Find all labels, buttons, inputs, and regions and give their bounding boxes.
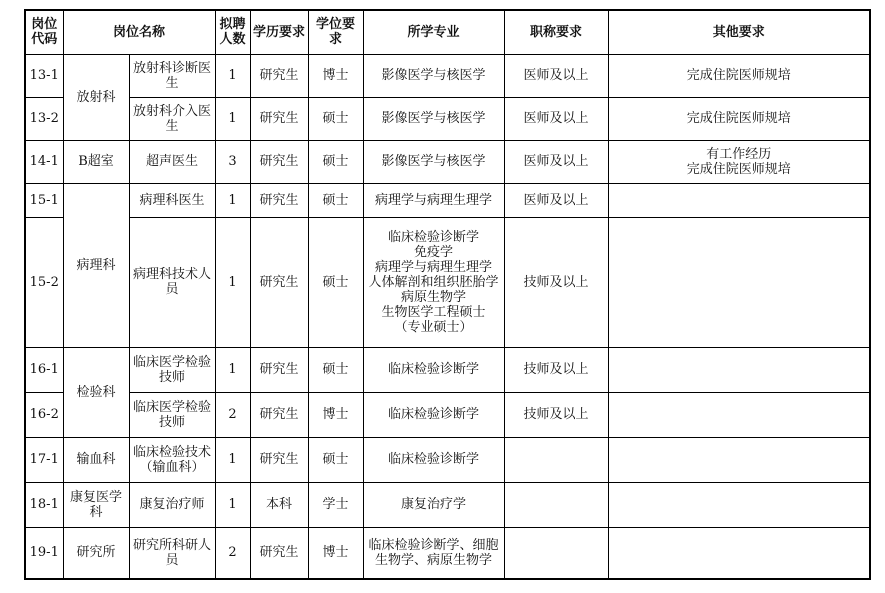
cell-title: 医师及以上: [504, 54, 608, 97]
header-code: 岗位代码: [25, 10, 63, 54]
cell-education: 研究生: [250, 183, 308, 217]
cell-major: 病理学与病理生理学: [363, 183, 504, 217]
cell-department: 研究所: [63, 527, 129, 579]
cell-department: 康复医学科: [63, 482, 129, 527]
header-row: [25, 10, 870, 54]
cell-education: 本科: [250, 482, 308, 527]
header-count: 拟聘人数: [215, 10, 250, 54]
header-education: 学历要求: [250, 10, 308, 54]
table-row: [25, 437, 870, 482]
cell-major: 临床检验诊断学: [363, 392, 504, 437]
cell-major: 临床检验诊断学: [363, 347, 504, 392]
cell-major: 影像医学与核医学: [363, 97, 504, 140]
cell-education: 研究生: [250, 392, 308, 437]
cell-title: [504, 482, 608, 527]
cell-code: 16-1: [25, 347, 63, 392]
table-row: [25, 347, 870, 392]
cell-count: 1: [215, 347, 250, 392]
cell-degree: 硕士: [308, 437, 363, 482]
cell-code: 18-1: [25, 482, 63, 527]
cell-code: 13-2: [25, 97, 63, 140]
cell-code: 16-2: [25, 392, 63, 437]
cell-other: 完成住院医师规培: [608, 54, 870, 97]
cell-education: 研究生: [250, 217, 308, 347]
cell-degree: 硕士: [308, 347, 363, 392]
cell-degree: 学士: [308, 482, 363, 527]
cell-department: 检验科: [63, 347, 129, 437]
cell-other: [608, 527, 870, 579]
cell-title: 技师及以上: [504, 217, 608, 347]
table-row: [25, 183, 870, 217]
cell-position: 临床医学检验技师: [129, 347, 215, 392]
cell-count: 1: [215, 97, 250, 140]
cell-position: 放射科介入医生: [129, 97, 215, 140]
cell-position: 病理科技术人员: [129, 217, 215, 347]
cell-degree: 博士: [308, 392, 363, 437]
cell-department: B超室: [63, 140, 129, 183]
cell-count: 1: [215, 183, 250, 217]
cell-position: 研究所科研人员: [129, 527, 215, 579]
table-row: [25, 527, 870, 579]
cell-education: 研究生: [250, 527, 308, 579]
cell-title: 医师及以上: [504, 97, 608, 140]
cell-other: 有工作经历 完成住院医师规培: [608, 140, 870, 183]
cell-code: 17-1: [25, 437, 63, 482]
cell-count: 1: [215, 217, 250, 347]
cell-major: 临床检验诊断学: [363, 437, 504, 482]
cell-count: 3: [215, 140, 250, 183]
cell-degree: 博士: [308, 54, 363, 97]
table-row: [25, 482, 870, 527]
cell-code: 15-2: [25, 217, 63, 347]
cell-position: 放射科诊断医生: [129, 54, 215, 97]
cell-position: 康复治疗师: [129, 482, 215, 527]
cell-title: [504, 527, 608, 579]
cell-position: 超声医生: [129, 140, 215, 183]
cell-other: [608, 392, 870, 437]
header-title: 职称要求: [504, 10, 608, 54]
table-row: [25, 217, 870, 347]
header-other: 其他要求: [608, 10, 870, 54]
cell-count: 2: [215, 392, 250, 437]
cell-count: 1: [215, 482, 250, 527]
cell-education: 研究生: [250, 347, 308, 392]
cell-code: 19-1: [25, 527, 63, 579]
cell-position: 病理科医生: [129, 183, 215, 217]
cell-degree: 硕士: [308, 217, 363, 347]
cell-other: [608, 347, 870, 392]
cell-major: 临床检验诊断学 免疫学 病理学与病理生理学 人体解剖和组织胚胎学 病原生物学 生物医学工程硕士 （专业硕士）: [363, 217, 504, 347]
cell-education: 研究生: [250, 140, 308, 183]
cell-major: 临床检验诊断学、细胞生物学、病原生物学: [363, 527, 504, 579]
cell-department: 放射科: [63, 54, 129, 140]
cell-position: 临床医学检验技师: [129, 392, 215, 437]
cell-code: 14-1: [25, 140, 63, 183]
cell-department: 输血科: [63, 437, 129, 482]
cell-education: 研究生: [250, 437, 308, 482]
cell-other: 完成住院医师规培: [608, 97, 870, 140]
table-row: [25, 140, 870, 183]
header-name: 岗位名称: [63, 10, 215, 54]
cell-count: 1: [215, 54, 250, 97]
cell-other: [608, 437, 870, 482]
table-row: [25, 97, 870, 140]
cell-title: [504, 437, 608, 482]
cell-count: 1: [215, 437, 250, 482]
cell-degree: 硕士: [308, 183, 363, 217]
table-row: [25, 392, 870, 437]
cell-title: 技师及以上: [504, 347, 608, 392]
cell-other: [608, 482, 870, 527]
cell-count: 2: [215, 527, 250, 579]
cell-degree: 博士: [308, 527, 363, 579]
header-degree: 学位要求: [308, 10, 363, 54]
cell-major: 康复治疗学: [363, 482, 504, 527]
cell-major: 影像医学与核医学: [363, 140, 504, 183]
cell-degree: 硕士: [308, 97, 363, 140]
cell-code: 15-1: [25, 183, 63, 217]
cell-other: [608, 183, 870, 217]
cell-other: [608, 217, 870, 347]
cell-code: 13-1: [25, 54, 63, 97]
cell-degree: 硕士: [308, 140, 363, 183]
recruitment-table: [24, 9, 871, 580]
cell-major: 影像医学与核医学: [363, 54, 504, 97]
cell-title: 医师及以上: [504, 183, 608, 217]
cell-department: 病理科: [63, 183, 129, 347]
header-major: 所学专业: [363, 10, 504, 54]
cell-title: 技师及以上: [504, 392, 608, 437]
cell-education: 研究生: [250, 54, 308, 97]
cell-title: 医师及以上: [504, 140, 608, 183]
table-row: [25, 54, 870, 97]
cell-position: 临床检验技术（输血科）: [129, 437, 215, 482]
cell-education: 研究生: [250, 97, 308, 140]
